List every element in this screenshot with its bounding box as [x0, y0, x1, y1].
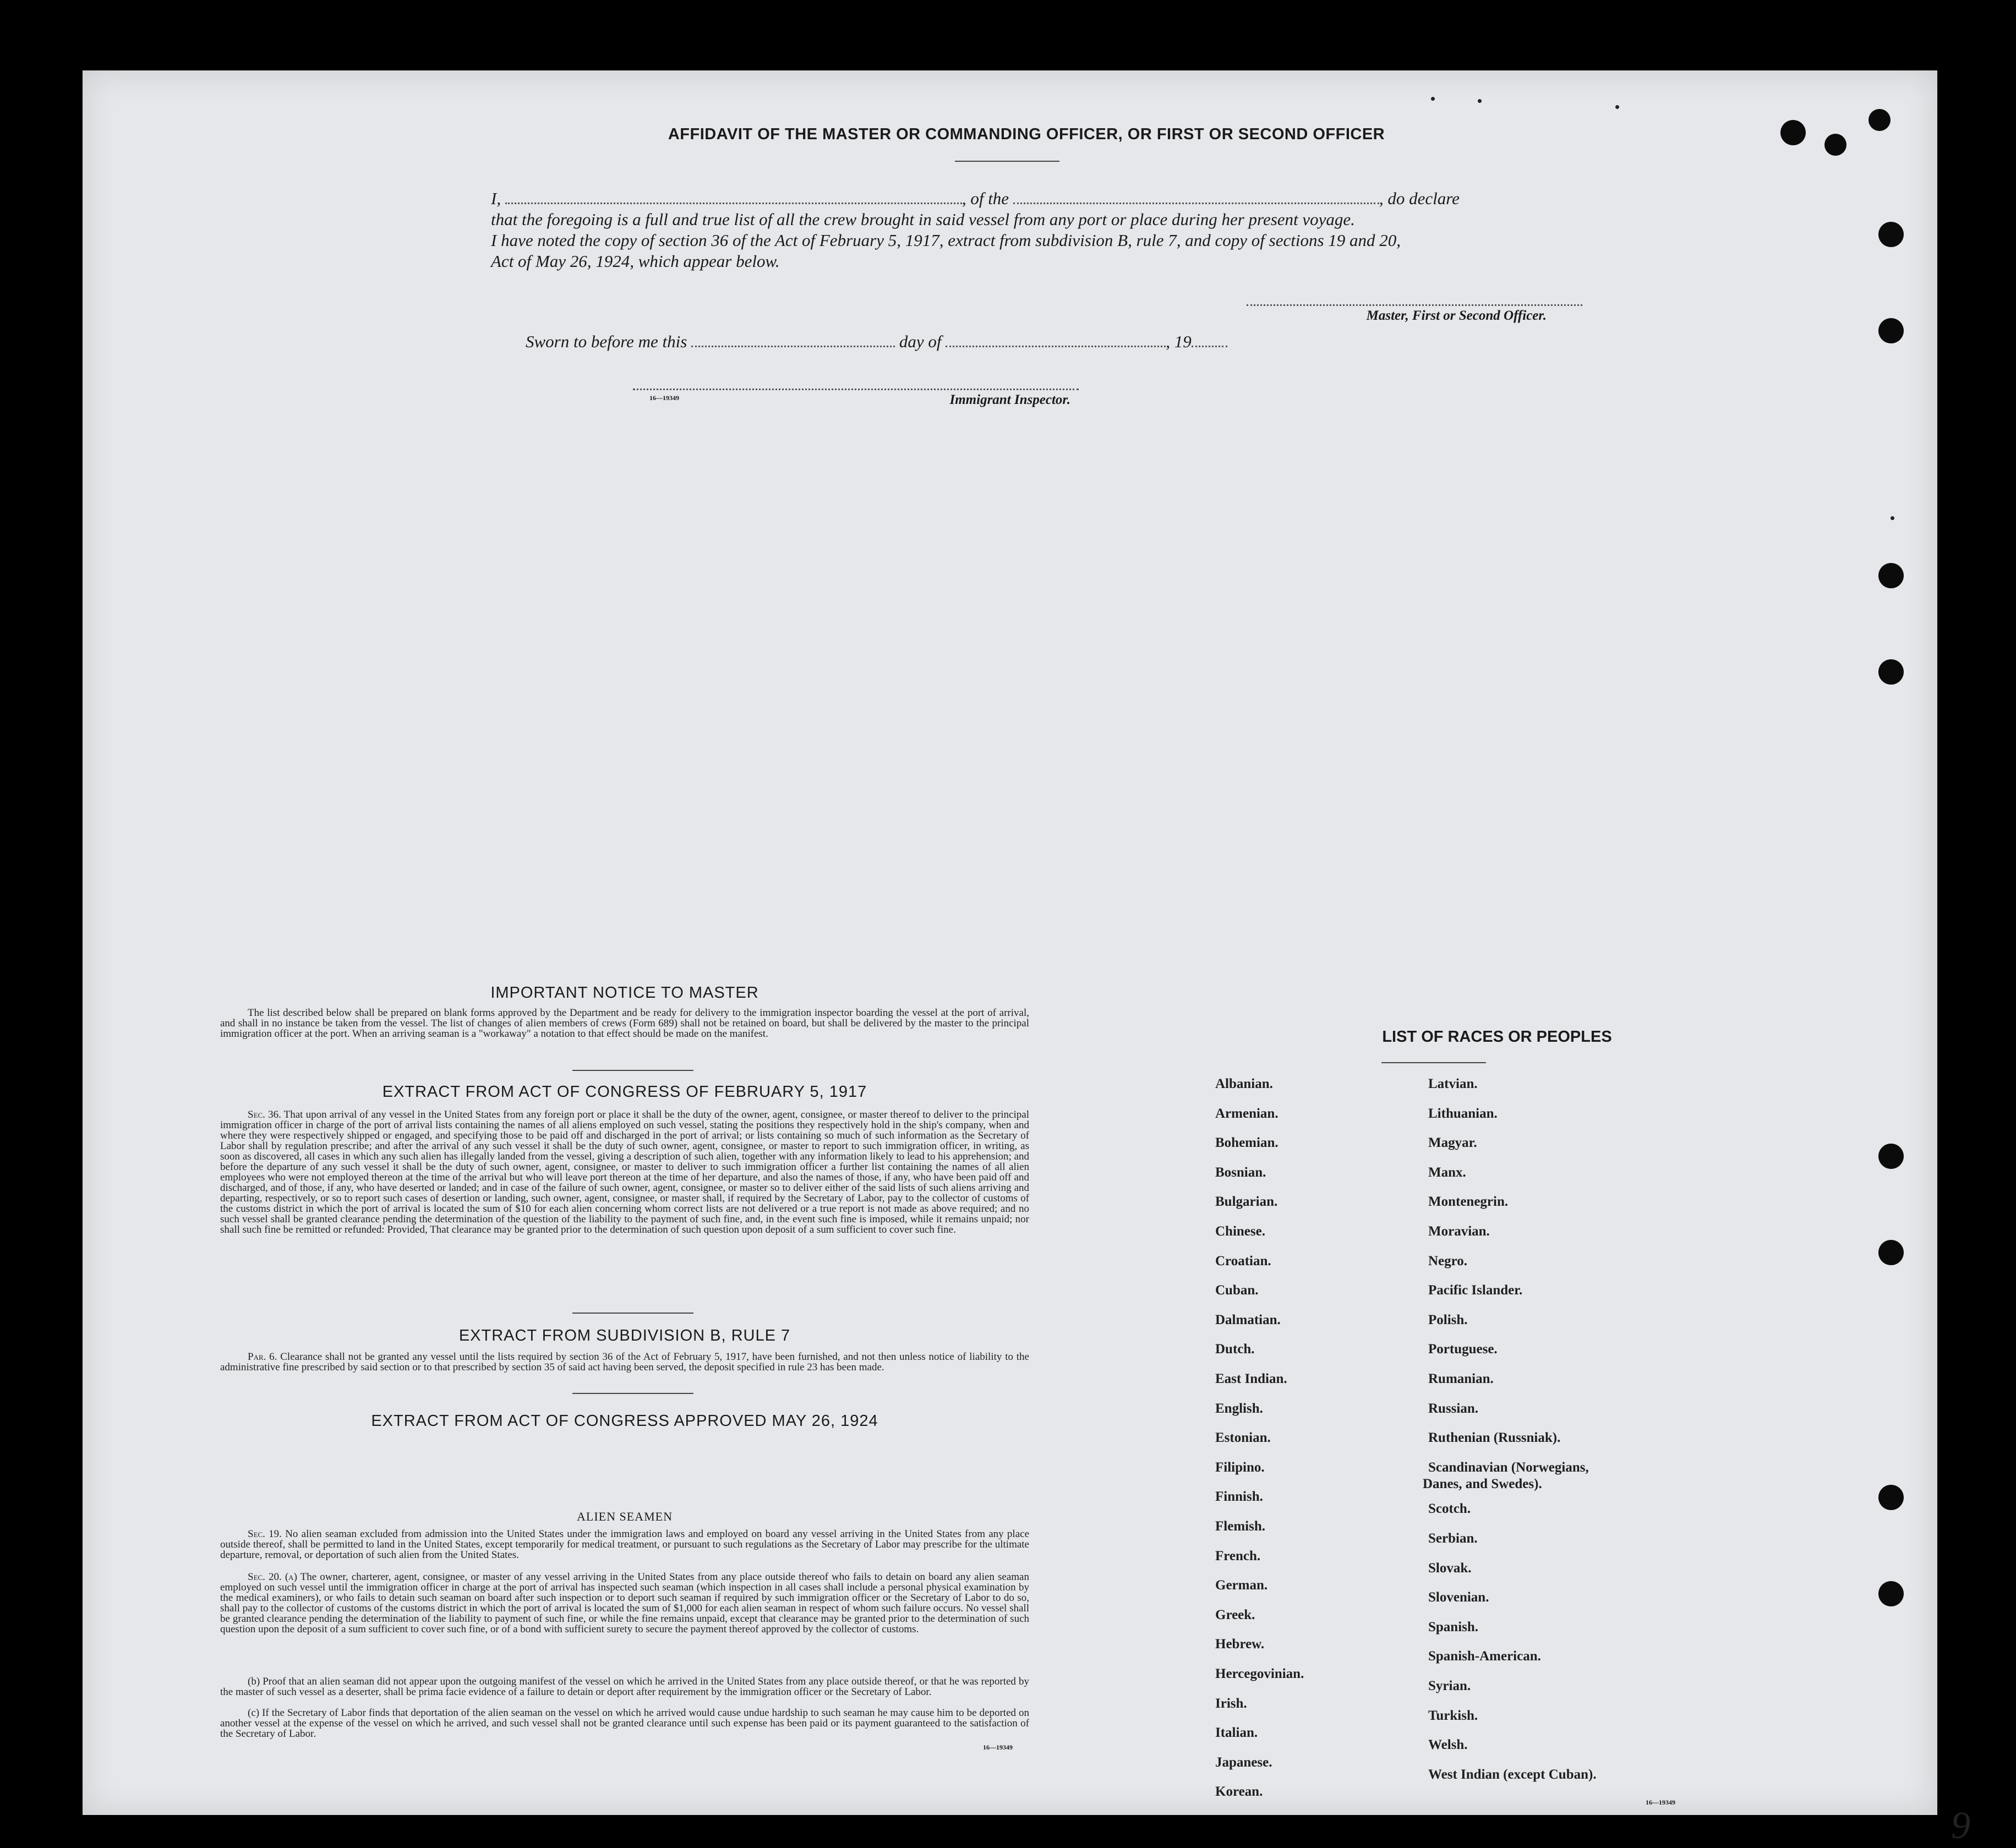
notice-title: IMPORTANT NOTICE TO MASTER: [490, 984, 759, 1002]
punch-hole: [1824, 134, 1846, 156]
ink-speck: [1431, 97, 1435, 101]
par-6-body: Clearance shall not be granted any vessel until the lists required by section 36 of the Act of February 5, 1917, have been furnished, and not then unless notice of liability to the administrative fine prescribed by said section or to that prescribed by section 35 of said act having been served, the deposit specified in rule 23 has been made.: [220, 1351, 1029, 1373]
year-blank[interactable]: [1192, 333, 1227, 347]
vessel-blank[interactable]: [1013, 190, 1379, 204]
race-item: Dalmatian.: [1215, 1312, 1281, 1327]
form-number: 16—19349: [649, 394, 679, 402]
notice-text: The list described below shall be prepared on blank forms approved by the Department and be ready for delivery to the immigration inspector boarding the vessel at the port of arrival, and shall in no instance be taken from the vessel. The list of changes of alien members of crews (Form 689) shall not be retained on board, but shall be delivered by the master to the principal immigration officer at the port. When an arriving seaman is a "workaway" a notation to that effect should be made on the manifest.: [220, 1007, 1029, 1040]
race-item: Manx.: [1428, 1164, 1466, 1180]
punch-hole: [1869, 109, 1891, 131]
punch-hole: [1878, 1240, 1904, 1265]
race-item: Syrian.: [1428, 1678, 1471, 1693]
ink-speck: [1615, 105, 1619, 109]
affidavit-i: I,: [491, 189, 501, 208]
divider: [1381, 1062, 1486, 1063]
race-item: Armenian.: [1215, 1106, 1279, 1121]
handwritten-mark: 9: [1951, 1805, 1970, 1847]
race-item: Magyar.: [1428, 1135, 1477, 1151]
race-item: Danes, and Swedes).: [1423, 1476, 1542, 1491]
affidavit-line-4: Act of May 26, 1924, which appear below.: [491, 251, 780, 271]
sec-20a-body: The owner, charterer, agent, consignee, or master of any vessel arriving in the United States from any place outside thereof who fails to detain on board any alien seaman employed on such vessel until the immigration officer in charge at the port of arrival has inspected such seaman (which inspection in all cases shall include a personal physical examination by the medical examiners), or who fails to detain such seaman on board after such inspection or to deport such seaman if required by such immigration officer or the Secretary of Labor to do so, shall pay to the collector of customs of the customs district in which the port of arrival is located the sum of $1,000 for each alien seaman in respect of whom such failure occurs. No vessel shall be granted clearance pending the determination of the liability to payment of such fine, or while the fine remains unpaid, except that clearance may be granted prior to the determination of such question upon the deposit of a sum sufficient to cover such fine, or of a bond with sufficient surety to secure the payment thereof approved by the collector of customs.: [220, 1571, 1029, 1635]
race-item: Croatian.: [1215, 1253, 1271, 1269]
extract-1917-text: [220, 1109, 1029, 1235]
extract-1917-title: EXTRACT FROM ACT OF CONGRESS OF FEBRUARY 5, 1917: [382, 1083, 867, 1101]
extract-rule7-text: [220, 1352, 1029, 1373]
alien-seamen-subtitle: ALIEN SEAMEN: [577, 1510, 673, 1523]
race-item: Lithuanian.: [1428, 1106, 1498, 1121]
day-blank[interactable]: [691, 333, 895, 347]
race-item: Polish.: [1428, 1312, 1468, 1327]
race-item: Irish.: [1215, 1696, 1247, 1711]
race-item: Filipino.: [1215, 1459, 1265, 1475]
punch-hole: [1780, 120, 1806, 145]
form-number: 16—19349: [1646, 1798, 1675, 1806]
race-item: Italian.: [1215, 1725, 1258, 1741]
punch-hole: [1878, 659, 1904, 685]
punch-hole: [1878, 1581, 1904, 1606]
divider: [572, 1393, 693, 1394]
race-item: Montenegrin.: [1428, 1194, 1509, 1210]
punch-hole: [1878, 1485, 1904, 1510]
race-item: Albanian.: [1215, 1076, 1273, 1091]
sec-20c-text: (c) If the Secretary of Labor finds that deportation of the alien seaman on the vessel on which he arrived would cause undue hardship to such seaman he may cause him to be deported on another vessel at the expense of the vessel on which he arrived, and such vessel shall not be granted clearance until such expense has been paid or its payment guaranteed to the satisfaction of the Secretary of Labor.: [220, 1707, 1029, 1740]
day-of-label: day of: [899, 332, 942, 351]
punch-hole: [1878, 222, 1904, 247]
race-item: French.: [1215, 1548, 1261, 1563]
race-item: Rumanian.: [1428, 1371, 1494, 1386]
sec-19-text: [220, 1529, 1029, 1560]
sworn-to-label: Sworn to before me this: [526, 332, 687, 351]
affidavit-line-1: [491, 189, 1498, 209]
par-6-label: Par. 6.: [248, 1351, 277, 1363]
race-item: Spanish.: [1428, 1619, 1479, 1634]
race-item: Latvian.: [1428, 1076, 1478, 1091]
document-page: [83, 70, 1970, 1847]
affidavit-line-2: that the foregoing is a full and true list of all the crew brought in said vessel from any port or place during her present voyage.: [491, 210, 1355, 229]
race-item: Scandinavian (Norwegians,: [1428, 1459, 1589, 1475]
race-item: Serbian.: [1428, 1531, 1478, 1546]
race-item: Turkish.: [1428, 1708, 1478, 1723]
title-underline: [955, 161, 1059, 162]
sworn-line: [526, 332, 1227, 352]
race-item: Japanese.: [1215, 1754, 1272, 1770]
sec-19-body: No alien seaman excluded from admission into the United States under the immigration laws and employed on board any vessel arriving in the United States from any place outside thereof, shall be permitted to land in the United States, except temporarily for medical treatment, or pursuant to such regulations as the Secretary of Labor may prescribe for the ultimate departure, removal, or deportation of such alien from the United States.: [220, 1528, 1029, 1561]
punch-hole: [1878, 318, 1904, 343]
affidavit-line-3: I have noted the copy of section 36 of the Act of February 5, 1917, extract from subdivision B, rule 7, and copy of sections 19 and 20,: [491, 231, 1401, 250]
divider: [572, 1313, 693, 1314]
sec-19-label: Sec. 19.: [248, 1528, 282, 1540]
sec-20-label: Sec. 20. (a): [248, 1571, 297, 1583]
sec-20a-text: [220, 1572, 1029, 1634]
race-item: Ruthenian (Russniak).: [1428, 1430, 1561, 1446]
races-title: LIST OF RACES OR PEOPLES: [1382, 1028, 1612, 1046]
race-item: Pacific Islander.: [1428, 1283, 1523, 1298]
race-item: German.: [1215, 1578, 1268, 1593]
race-item: Portuguese.: [1428, 1342, 1498, 1357]
race-item: Slovak.: [1428, 1560, 1472, 1576]
sec-36-body: That upon arrival of any vessel in the United States from any foreign port or place it shall be the duty of the owner, agent, consignee, or master thereof to deliver to the principal immigration officer in charge of the port of arrival lists containing the names of all aliens employed on such vessel, stating the positions they respectively hold in the ship's company, when and where they were respectively shipped or engaged, and specifying those to be paid off and discharged in the port of arrival; or lists containing so much of such information as the Secretary of Labor shall by regulation prescribe; and after the arrival of any such vessel it shall be the duty of such owner, agent, consignee, or master to report to such immigration officer, in writing, as soon as discovered, all cases in which any such alien has illegally landed from the vessel, giving a description of such alien, together with any information likely to lead to his apprehension; and before the departure of any such vessel it shall be the duty of such owner, agent, consignee, or master to deliver to such immigration officer a further list containing the names of all alien employees who were not employed thereon at the time of the arrival but who will leave port thereon at the time of her departure, and also the names of those, if any, who have been paid off and discharged, and of those, if any, who have deserted or landed; and in case of the failure of such owner, agent, consignee, or master so to deliver either of the said lists of such aliens arriving and departing, respectively, or so to report such cases of desertion or landing, such owner, agent, consignee, or master shall, if required by the Secretary of Labor, pay to the collector of customs of the customs district in which the port of arrival is located the sum of $10 for each alien concerning whom correct lists are not delivered or a true report is not made as above required; and no such vessel shall be granted clearance pending the determination of the question of the liability to the payment of such fine, and, in the event such fine is imposed, while it remains unpaid; nor shall such fine be remitted or refunded: Provided, That clearance may be granted prior to the determination of such question upon deposit of a sum sufficient to cover such fine.: [220, 1109, 1029, 1235]
race-item: Bosnian.: [1215, 1164, 1266, 1180]
name-blank[interactable]: [505, 190, 962, 204]
race-item: Moravian.: [1428, 1224, 1490, 1239]
signature-label: Master, First or Second Officer.: [1366, 308, 1547, 323]
signature-line[interactable]: [1247, 304, 1582, 306]
inspector-label: Immigrant Inspector.: [949, 392, 1070, 407]
race-item: Slovenian.: [1428, 1590, 1489, 1605]
race-item: Hercegovinian.: [1215, 1666, 1304, 1681]
race-item: Flemish.: [1215, 1519, 1265, 1534]
extract-1924-title: EXTRACT FROM ACT OF CONGRESS APPROVED MAY 26, 1924: [371, 1412, 878, 1430]
race-item: Greek.: [1215, 1607, 1255, 1622]
race-item: Bulgarian.: [1215, 1194, 1278, 1210]
sec-36-label: Sec. 36.: [248, 1109, 281, 1120]
race-item: West Indian (except Cuban).: [1428, 1767, 1597, 1782]
race-item: Bohemian.: [1215, 1135, 1279, 1151]
month-blank[interactable]: [946, 333, 1166, 347]
divider: [572, 1070, 693, 1071]
affidavit-title: AFFIDAVIT OF THE MASTER OR COMMANDING OFFICER, OR FIRST OR SECOND OFFICER: [668, 125, 1385, 143]
race-item: Estonian.: [1215, 1430, 1271, 1446]
race-item: Negro.: [1428, 1253, 1468, 1269]
race-item: Chinese.: [1215, 1224, 1265, 1239]
race-item: Cuban.: [1215, 1283, 1259, 1298]
race-item: Scotch.: [1428, 1501, 1471, 1517]
race-item: East Indian.: [1215, 1371, 1287, 1386]
form-number: 16—19349: [983, 1743, 1013, 1751]
ink-speck: [1478, 99, 1482, 103]
affidavit-do-declare: , do declare: [1379, 189, 1460, 208]
race-item: Hebrew.: [1215, 1637, 1265, 1652]
race-item: English.: [1215, 1401, 1263, 1416]
sec-20b-text: (b) Proof that an alien seaman did not appear upon the outgoing manifest of the vessel on which he arrived in the United States from any place outside thereof, or that he was reported by the master of such vessel as a deserter, shall be prima facie evidence of a failure to detain or deport after requirement by the immigration officer or the Secretary of Labor.: [220, 1676, 1029, 1698]
punch-hole: [1878, 1144, 1904, 1169]
year-label: , 19: [1166, 332, 1192, 351]
race-item: Finnish.: [1215, 1489, 1263, 1505]
race-item: Dutch.: [1215, 1342, 1255, 1357]
race-item: Welsh.: [1428, 1737, 1468, 1753]
extract-rule7-title: EXTRACT FROM SUBDIVISION B, RULE 7: [458, 1327, 791, 1344]
inspector-signature-line[interactable]: [633, 389, 1079, 390]
race-item: Russian.: [1428, 1401, 1479, 1416]
punch-hole: [1878, 563, 1904, 588]
race-item: Spanish-American.: [1428, 1649, 1541, 1664]
race-item: Korean.: [1215, 1784, 1263, 1800]
ink-speck: [1891, 516, 1894, 520]
affidavit-of-the: , of the: [961, 189, 1009, 208]
